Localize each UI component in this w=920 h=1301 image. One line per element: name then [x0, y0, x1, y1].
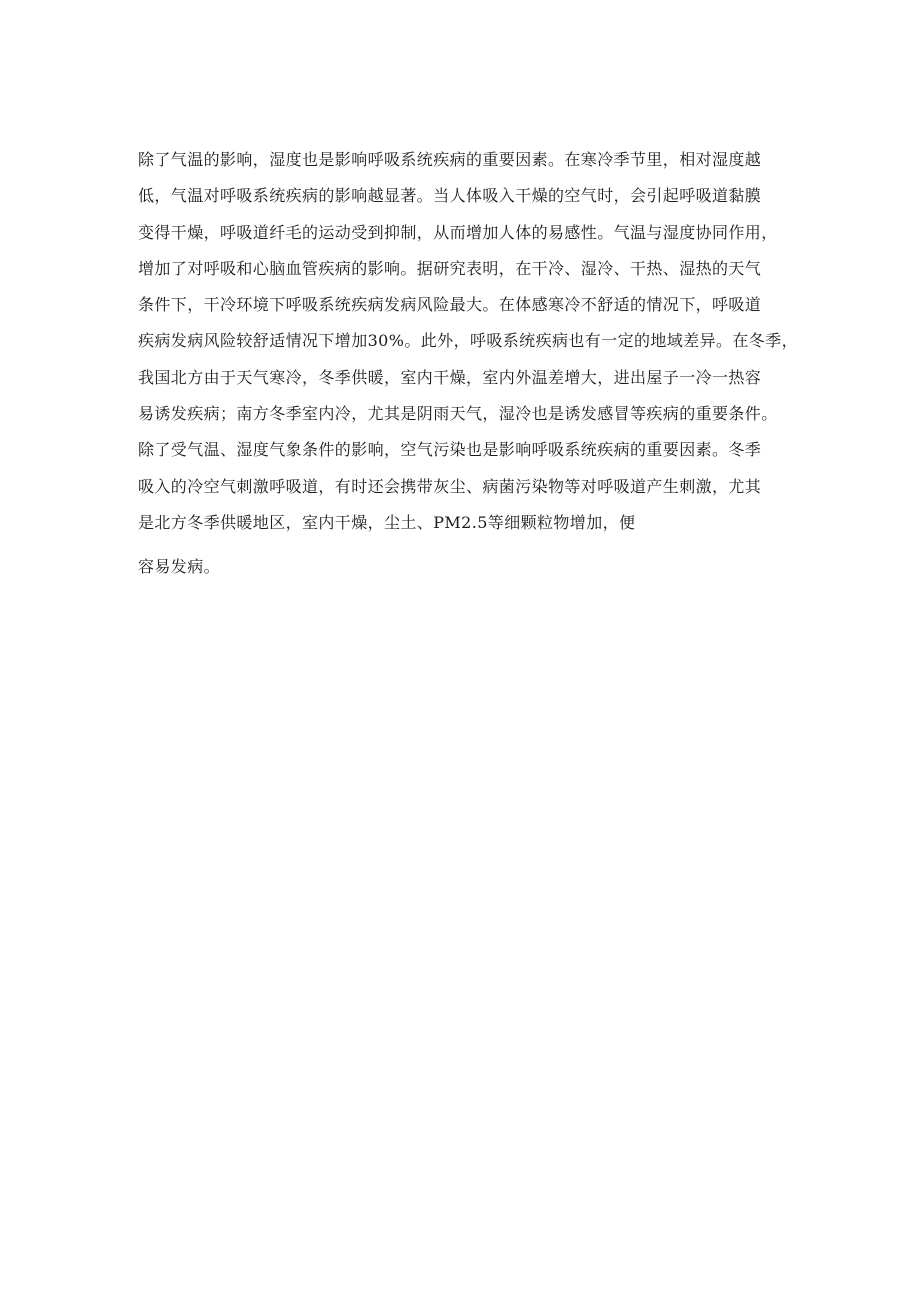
text-line: 疾病发病风险较舒适情况下增加30%。此外，呼吸系统疾病也有一定的地域差异。在冬季，: [138, 331, 798, 351]
text-line: 我国北方由于天气寒冷，冬季供暖，室内干燥，室内外温差增大，进出屋子一冷一热容: [138, 367, 762, 387]
text-line: 易诱发疾病；南方冬季室内冷，尤其是阴雨天气，湿冷也是诱发感冒等疾病的重要条件。: [138, 404, 778, 424]
text-line: 除了受气温、湿度气象条件的影响，空气污染也是影响呼吸系统疾病的重要因素。冬季: [138, 440, 762, 460]
body-paragraph: [138, 142, 818, 586]
text-line: 低，气温对呼吸系统疾病的影响越显著。当人体吸入干燥的空气时，会引起呼吸道黏膜: [138, 186, 762, 206]
text-line: 增加了对呼吸和心脑血管疾病的影响。据研究表明，在干冷、湿冷、干热、湿热的天气: [138, 258, 762, 278]
text-line: 吸入的冷空气刺激呼吸道，有时还会携带灰尘、病菌污染物等对呼吸道产生刺激，尤其: [138, 476, 762, 496]
text-line: 是北方冬季供暖地区，室内干燥，尘土、PM2.5等细颗粒物增加，便: [138, 512, 636, 532]
text-line: 条件下，干冷环境下呼吸系统疾病发病风险最大。在体感寒冷不舒适的情况下，呼吸道: [138, 295, 762, 315]
text-line: 除了气温的影响，湿度也是影响呼吸系统疾病的重要因素。在寒冷季节里，相对湿度越: [138, 150, 762, 169]
text-line: 容易发病。: [138, 557, 221, 577]
text-line: 变得干燥，呼吸道纤毛的运动受到抑制，从而增加人体的易感性。气温与湿度协同作用，: [138, 222, 778, 242]
